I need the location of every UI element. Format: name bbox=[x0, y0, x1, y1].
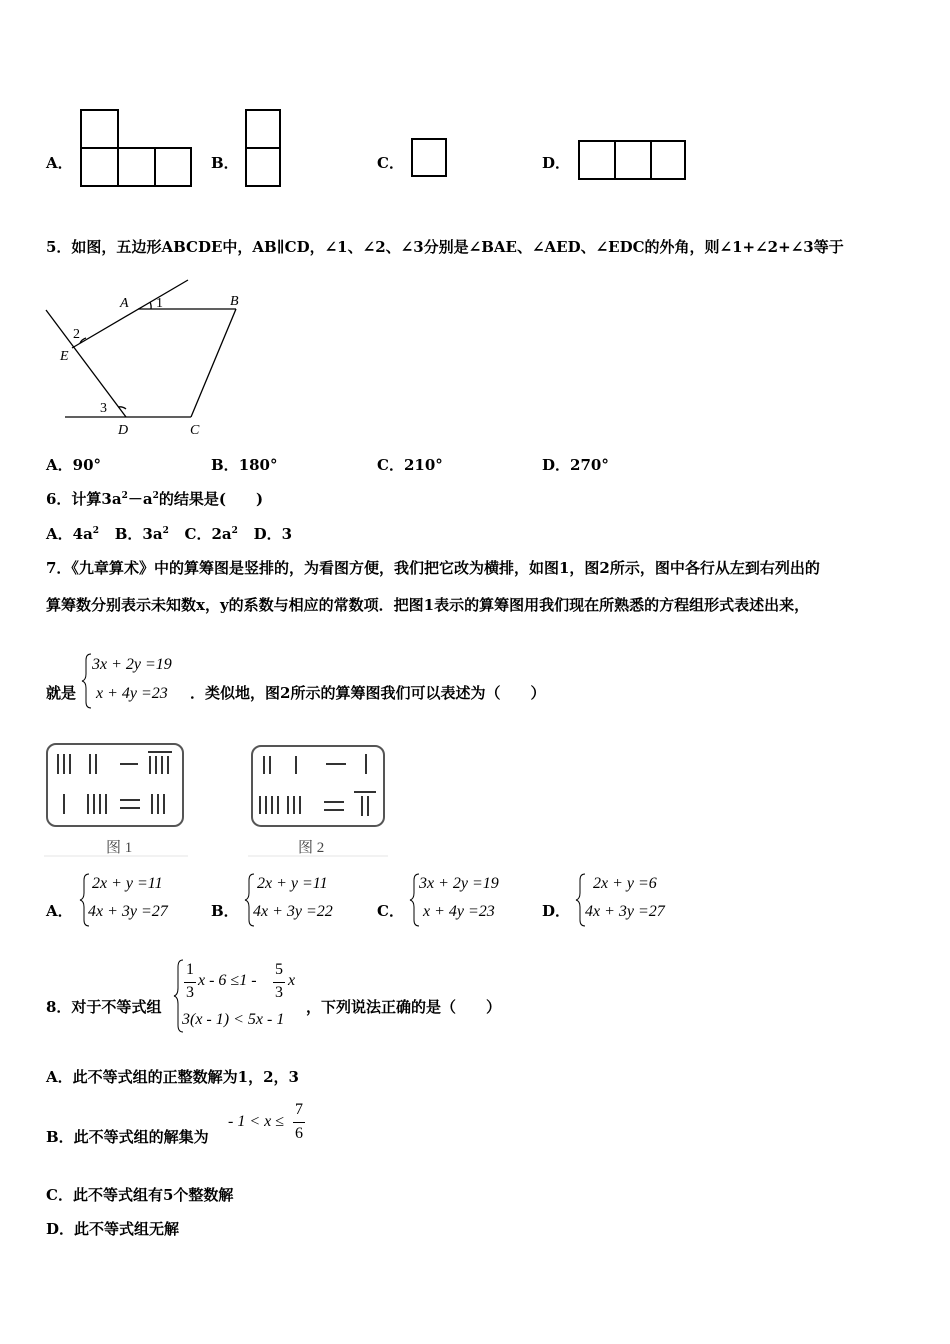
q7-option-a-eq-2: 4x + 3y =27 bbox=[88, 903, 168, 920]
q8-option-b-frac-num: 7 bbox=[295, 1101, 303, 1118]
q5-option-b bbox=[211, 454, 278, 475]
q5-option-a-value: 90° bbox=[72, 456, 102, 474]
q4-option-d-label: D． bbox=[542, 154, 571, 172]
q6-option-c-value: 2a bbox=[211, 525, 232, 543]
q7-option-b-eq-1: 2x + y =11 bbox=[257, 875, 328, 892]
q8-ineq1-frac1-bar bbox=[184, 982, 196, 983]
q7-tail: ．类似地，图2所示的算筹图我们可以表述为（ ） bbox=[190, 684, 546, 702]
q6-stem bbox=[46, 488, 263, 509]
q6-option-c-sup: 2 bbox=[231, 526, 238, 536]
q5-pentagon-figure bbox=[40, 276, 260, 442]
q7-option-b-eq-2: 4x + 3y =22 bbox=[253, 903, 333, 920]
q5-label-b: B bbox=[230, 294, 239, 309]
q7-eq-1: 3x + 2y =19 bbox=[92, 656, 172, 673]
q4-option-c-figure bbox=[409, 136, 449, 180]
q5-option-b-label: B． bbox=[211, 456, 239, 474]
q6-option-a-label: A． bbox=[46, 525, 73, 543]
q5-option-d-label: D． bbox=[542, 456, 571, 474]
q6-option-a bbox=[46, 525, 99, 543]
q7-eq-2: x + 4y =23 bbox=[96, 685, 168, 702]
q7-lead: 就是 bbox=[46, 684, 77, 702]
q6-option-b-label: B． bbox=[114, 525, 143, 543]
q7-line-2: 算筹数分别表示未知数x，y的系数与相应的常数项．把图1表示的算筹图用我们现在所熟悉的方程组形式表述出来， bbox=[46, 596, 810, 614]
q7-option-d-eq-2: 4x + 3y =27 bbox=[585, 903, 665, 920]
q6-option-a-value: 4a bbox=[72, 525, 93, 543]
q5-option-d bbox=[542, 454, 609, 475]
q8-lead: 8．对于不等式组 bbox=[46, 998, 162, 1016]
q7-figure-2 bbox=[248, 740, 388, 858]
q6-option-c-label: C． bbox=[184, 525, 212, 543]
q5-label-d: D bbox=[118, 423, 129, 438]
q4-option-b-label: B． bbox=[211, 154, 239, 172]
q6-options bbox=[46, 523, 292, 544]
q7-option-c-eq-1: 3x + 2y =19 bbox=[419, 875, 499, 892]
q8-ineq1-frac2-bar bbox=[273, 982, 285, 983]
q8-ineq1-frac2-den: 3 bbox=[275, 984, 283, 1001]
q8-ineq1-mid: x - 6 ≤1 - bbox=[198, 972, 257, 989]
q4-option-a-figure bbox=[78, 108, 193, 190]
q7-figure-1 bbox=[44, 740, 188, 858]
q6-option-d-label: D． bbox=[253, 525, 282, 543]
q6-option-b bbox=[115, 525, 169, 543]
q8-option-b-lead: B．此不等式组的解集为 bbox=[46, 1128, 209, 1146]
q6-option-d bbox=[254, 525, 292, 543]
q7-option-a-label: A． bbox=[46, 902, 73, 920]
q5-option-a-label: A． bbox=[46, 456, 73, 474]
q8-option-c: C．此不等式组有5个整数解 bbox=[46, 1186, 234, 1204]
q8-ineq1-frac1-num: 1 bbox=[186, 961, 194, 978]
q5-label-e: E bbox=[60, 349, 69, 364]
q8-option-d: D．此不等式组无解 bbox=[46, 1220, 180, 1238]
q4-option-b-figure bbox=[243, 108, 283, 190]
q5-label-3: 3 bbox=[100, 401, 107, 416]
q4-option-d-figure bbox=[576, 138, 688, 182]
q5-option-d-value: 270° bbox=[570, 456, 609, 474]
q8-option-a: A．此不等式组的正整数解为1，2，3 bbox=[46, 1068, 299, 1086]
q8-ineq1-var: x bbox=[288, 972, 296, 989]
q6-stem-prefix: 6．计算3a bbox=[46, 490, 122, 508]
q7-option-d-eq-1: 2x + y =6 bbox=[593, 875, 657, 892]
q6-stem-suffix: 的结果是( ) bbox=[158, 490, 264, 508]
q7-option-c-eq-2: x + 4y =23 bbox=[423, 903, 495, 920]
q5-option-c-label: C． bbox=[377, 456, 404, 474]
q8-option-b-frac-den: 6 bbox=[295, 1125, 303, 1142]
q5-label-a: A bbox=[120, 296, 129, 311]
q6-option-a-sup: 2 bbox=[92, 526, 100, 536]
q5-option-c bbox=[377, 454, 443, 475]
q6-option-d-value: 3 bbox=[281, 525, 293, 543]
q7-line-1: 7．《九章算术》中的算筹图是竖排的，为看图方便，我们把它改为横排，如图1，图2所示，图中各行从左到右列出的 bbox=[46, 559, 820, 577]
q7-figure-2-caption: 图 2 bbox=[298, 840, 325, 856]
q8-ineq1-frac1-den: 3 bbox=[186, 984, 194, 1001]
q6-option-b-value: 3a bbox=[142, 525, 163, 543]
q8-tail: ，下列说法正确的是（ ） bbox=[306, 998, 502, 1016]
q5-label-c: C bbox=[190, 423, 200, 438]
q7-option-d-label: D． bbox=[542, 902, 571, 920]
q5-label-1: 1 bbox=[156, 296, 163, 311]
q5-option-a bbox=[46, 454, 101, 475]
q5-option-b-value: 180° bbox=[238, 456, 278, 474]
q5-stem: 5．如图，五边形ABCDE中，AB∥CD，∠1、∠2、∠3分别是∠BAE、∠AED、∠EDC的外角，则∠1+∠2+∠3等于 bbox=[46, 238, 844, 256]
q6-stem-mid: －a bbox=[127, 490, 153, 508]
q7-figure-1-caption: 图 1 bbox=[106, 840, 133, 856]
q5-label-2: 2 bbox=[73, 327, 80, 342]
q8-ineq-2: 3(x - 1) < 5x - 1 bbox=[182, 1011, 285, 1028]
q5-option-c-value: 210° bbox=[403, 456, 443, 474]
q7-option-c-label: C． bbox=[377, 902, 404, 920]
q4-option-a-label: A． bbox=[46, 154, 73, 172]
q7-option-a-eq-1: 2x + y =11 bbox=[92, 875, 163, 892]
q8-option-b-frac-bar bbox=[293, 1122, 305, 1123]
q7-option-b-label: B． bbox=[211, 902, 239, 920]
q6-stem-sup-2: 2 bbox=[152, 491, 159, 501]
q8-option-b-expr: - 1 < x ≤ bbox=[228, 1113, 285, 1130]
q8-ineq1-frac2-num: 5 bbox=[275, 961, 283, 978]
q6-option-b-sup: 2 bbox=[162, 526, 169, 536]
q6-option-c bbox=[185, 525, 238, 543]
q4-option-c-label: C． bbox=[377, 154, 404, 172]
q6-stem-sup-1: 2 bbox=[121, 491, 128, 501]
